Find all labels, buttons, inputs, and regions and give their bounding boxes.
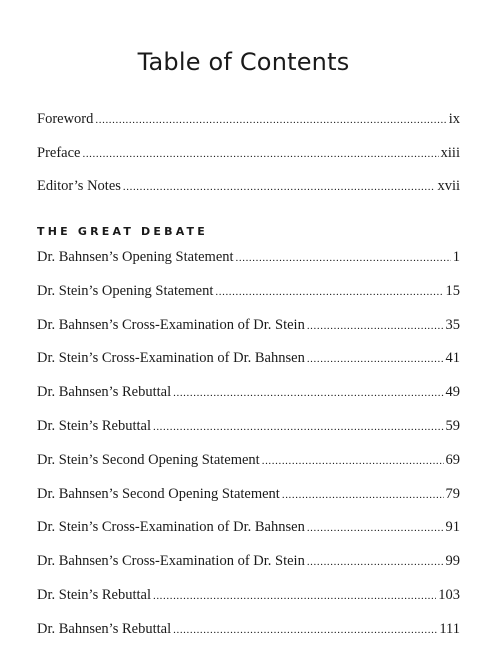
toc-entry-page: 79 [445, 486, 460, 502]
dot-leader [307, 316, 444, 335]
toc-entry[interactable] [37, 518, 460, 537]
toc-entry-page: 91 [445, 519, 460, 535]
toc-entry-label: Editor’s Notes [37, 178, 121, 194]
toc-entry[interactable] [37, 316, 460, 335]
toc-entry-foreword[interactable] [37, 110, 460, 129]
toc-entry-page: 41 [445, 350, 460, 366]
toc-entry[interactable] [37, 417, 460, 436]
toc-entry-page: 35 [445, 317, 460, 333]
dot-leader [95, 110, 446, 129]
dot-leader [282, 485, 444, 504]
dot-leader [307, 552, 444, 571]
toc-entry-label: Dr. Bahnsen’s Cross-Examination of Dr. Stein [37, 317, 305, 333]
toc-entry-page: 103 [438, 587, 460, 603]
dot-leader [153, 586, 436, 605]
toc-entry-label: Dr. Stein’s Opening Statement [37, 283, 214, 299]
toc-entry-label: Dr. Bahnsen’s Rebuttal [37, 384, 172, 400]
toc-entry[interactable] [37, 586, 460, 605]
dot-leader [262, 451, 444, 470]
toc-entry-label: Dr. Bahnsen’s Cross-Examination of Dr. Stein [37, 553, 305, 569]
dot-leader [153, 417, 444, 436]
toc-entry[interactable] [37, 282, 460, 301]
toc-entry-page: 111 [439, 621, 460, 637]
toc-entry-page: 69 [445, 452, 460, 468]
toc-entry[interactable] [37, 248, 460, 267]
toc-entry[interactable] [37, 451, 460, 470]
toc-entry-label: Dr. Stein’s Second Opening Statement [37, 452, 260, 468]
toc-entry-page: 99 [445, 553, 460, 569]
dot-leader [236, 248, 451, 267]
toc-entry[interactable] [37, 620, 460, 639]
dot-leader [215, 282, 443, 301]
toc-entry-page: 1 [452, 249, 460, 265]
toc-entry-page: ix [448, 111, 460, 127]
toc-entry[interactable] [37, 383, 460, 402]
toc-entry-editors-notes[interactable] [37, 177, 460, 196]
dot-leader [82, 144, 438, 163]
section-heading: THE GREAT DEBATE [37, 225, 208, 238]
toc-entry-page: 59 [445, 418, 460, 434]
toc-entry-page: xiii [440, 145, 460, 161]
toc-entry-label: Dr. Bahnsen’s Opening Statement [37, 249, 234, 265]
toc-entry-page: xvii [437, 178, 460, 194]
dot-leader [123, 177, 436, 196]
dot-leader [173, 620, 437, 639]
toc-entry[interactable] [37, 552, 460, 571]
toc-entry-label: Dr. Stein’s Rebuttal [37, 587, 151, 603]
dot-leader [307, 349, 444, 368]
toc-entry-preface[interactable] [37, 144, 460, 163]
toc-entry-label: Dr. Stein’s Rebuttal [37, 418, 151, 434]
toc-entry-label: Dr. Bahnsen’s Second Opening Statement [37, 486, 280, 502]
toc-entry-label: Dr. Bahnsen’s Rebuttal [37, 621, 172, 637]
dot-leader [173, 383, 443, 402]
dot-leader [307, 518, 444, 537]
toc-entry[interactable] [37, 485, 460, 504]
toc-entry[interactable] [37, 349, 460, 368]
toc-entry-page: 49 [445, 384, 460, 400]
toc-entry-label: Dr. Stein’s Cross-Examination of Dr. Bahnsen [37, 519, 305, 535]
toc-entry-label: Preface [37, 145, 81, 161]
toc-entry-label: Foreword [37, 111, 94, 127]
toc-entry-page: 15 [445, 283, 460, 299]
page-title: Table of Contents [137, 48, 350, 76]
toc-entry-label: Dr. Stein’s Cross-Examination of Dr. Bahnsen [37, 350, 305, 366]
